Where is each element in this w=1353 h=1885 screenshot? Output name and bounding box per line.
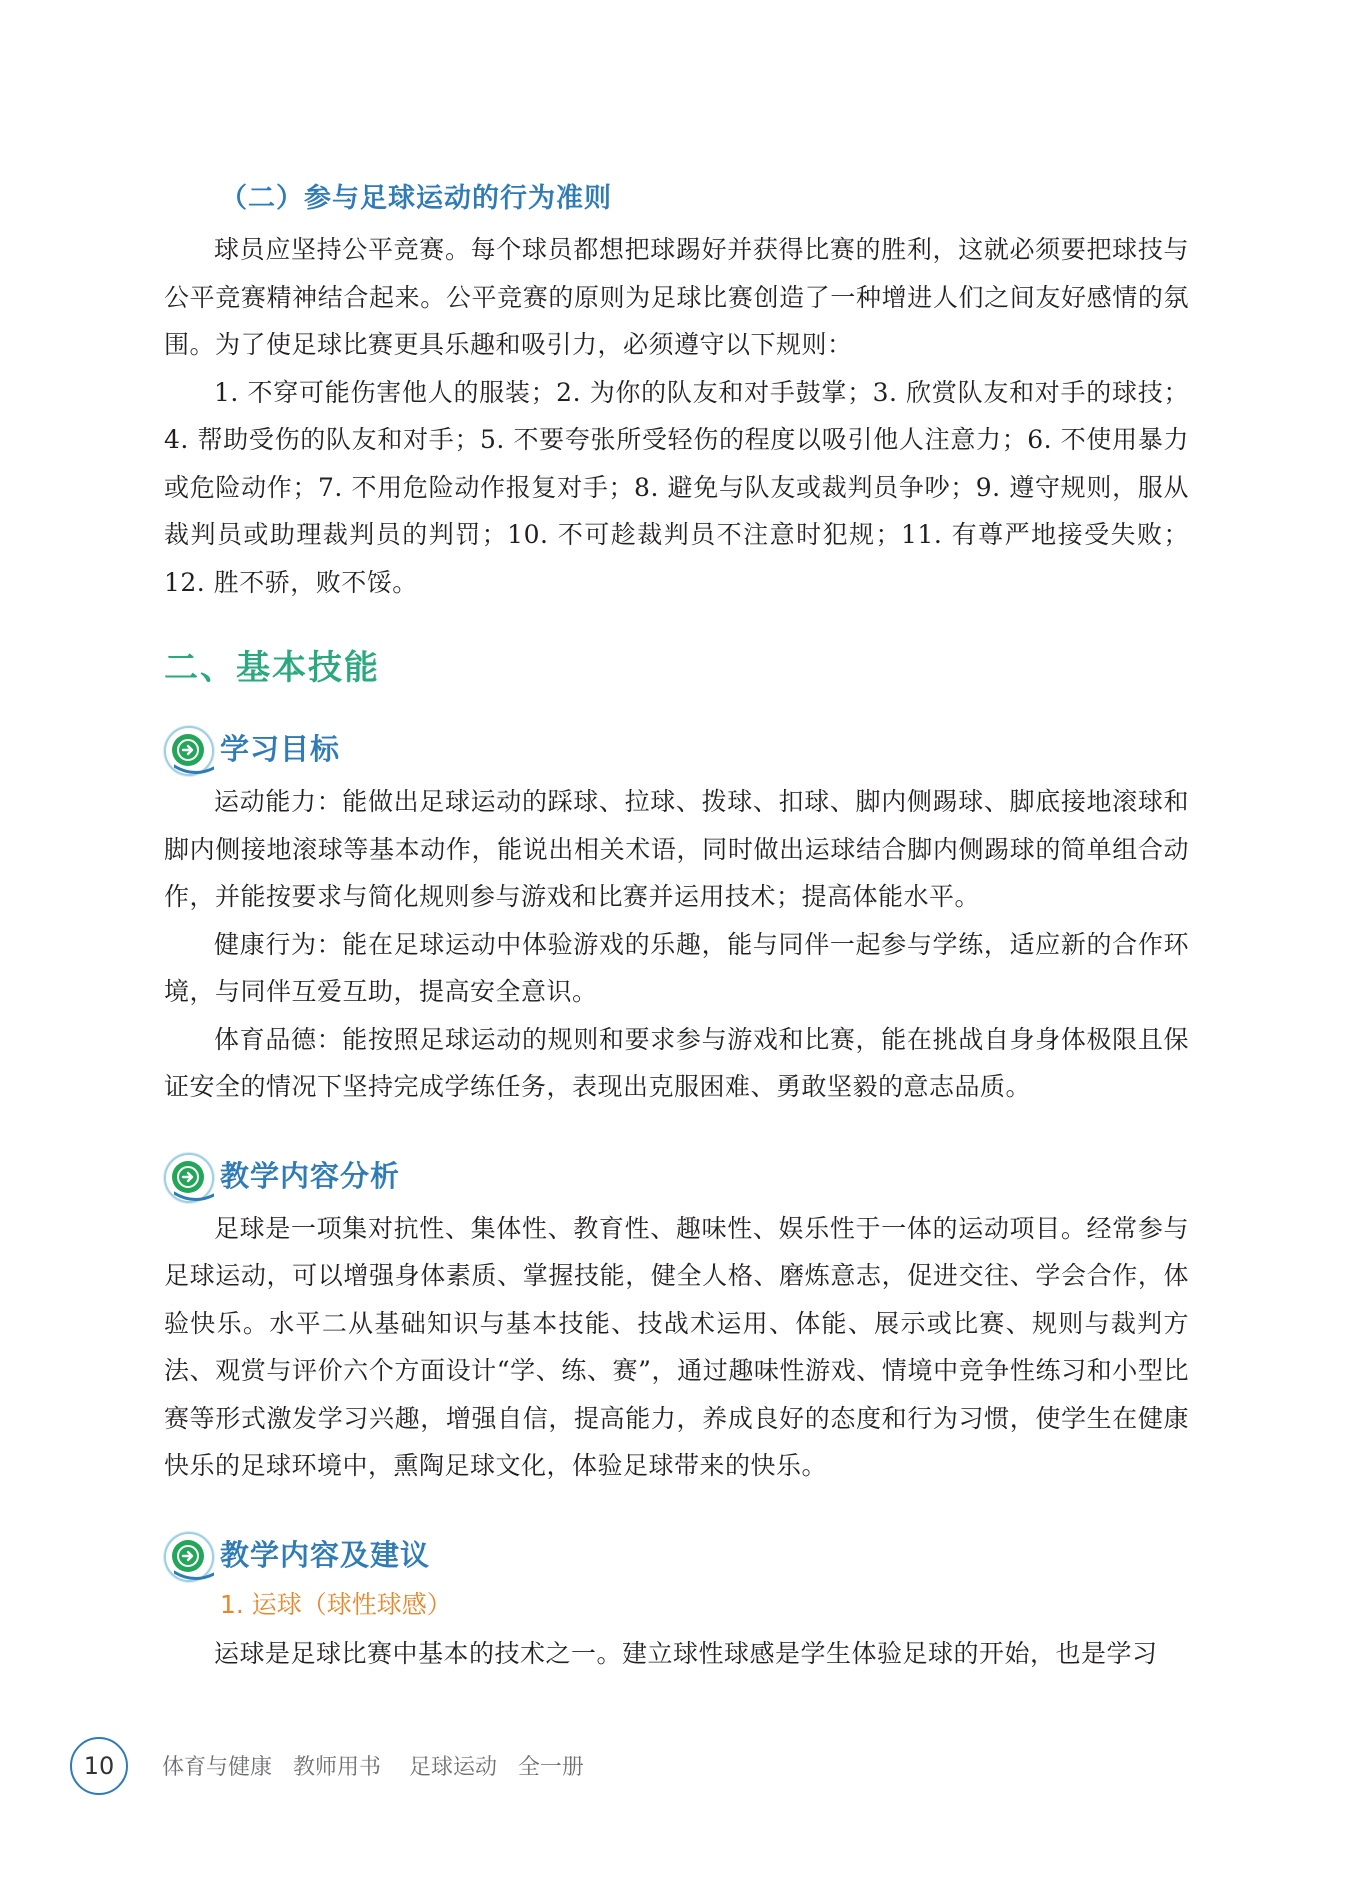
subsection-heading: （二）参与足球运动的行为准则 <box>220 183 612 214</box>
content-analysis-heading <box>164 1153 1189 1203</box>
paragraph: 足球是一项集对抗性、集体性、教育性、趣味性、娱乐性于一体的运动项目。经常参与足球运动，可以增强身体素质、掌握技能，健全人格、磨炼意志，促进交往、学会合作，体验快乐。水平二从基础知识与基本技能、技战术运用、体能、展示或比赛、规则与裁判方法、观赏与评价六个方面设计“学、练、赛”，通过趣味性游戏、情境中竞争性练习和小型比赛等形式激发学习兴趣，增强自信，提高能力，养成良好的态度和行为习惯，使学生在健康快乐的足球环境中，熏陶足球文化，体验足球带来的快乐。 <box>164 1213 1189 1480</box>
page-content <box>164 178 1189 1677</box>
paragraph: 体育品德：能按照足球运动的规则和要求参与游戏和比赛，能在挑战自身身体极限且保证安全的情况下坚持完成学练任务，表现出克服困难、勇敢坚毅的意志品质。 <box>164 1024 1189 1101</box>
page-footer <box>70 1737 770 1795</box>
book-title: 体育与健康 教师用书 足球运动 全一册 <box>162 1755 584 1780</box>
paragraph: 运球是足球比赛中基本的技术之一。建立球性球感是学生体验足球的开始，也是学习 <box>214 1638 1158 1668</box>
heading-label: 学习目标 <box>220 732 341 766</box>
section-title: 二、基本技能 <box>164 648 380 688</box>
paragraph: 运动能力：能做出足球运动的踩球、拉球、拨球、扣球、脚内侧踢球、脚底接地滚球和脚内侧接地滚球等基本动作，能说出相关术语，同时做出运球结合脚内侧踢球的简单组合动作，并能按要求与简化规则参与游戏和比赛并运用技术；提高体能水平。 <box>164 787 1189 911</box>
paragraph: 健康行为：能在足球运动中体验游戏的乐趣，能与同伴一起参与学练，适应新的合作环境，与同伴互爱互助，提高安全意识。 <box>164 929 1189 1006</box>
arrow-right-circle-icon <box>164 726 212 774</box>
arrow-right-circle-icon <box>164 1532 212 1580</box>
heading-label: 教学内容分析 <box>220 1158 401 1193</box>
item-heading: 1. 运球（球性球感） <box>220 1589 452 1619</box>
content-suggestions-heading <box>164 1532 1189 1582</box>
arrow-right-circle-icon <box>164 1153 212 1201</box>
heading-label: 教学内容及建议 <box>220 1537 431 1572</box>
paragraph: 1. 不穿可能伤害他人的服装；2. 为你的队友和对手鼓掌；3. 欣赏队友和对手的球技；4. 帮助受伤的队友和对手；5. 不要夸张所受轻伤的程度以吸引他人注意力；6. 不使用暴力或危险动作；7. 不用危险动作报复对手；8. 避免与队友或裁判员争吵；9. 遵守规则，服从裁判员或助理裁判员的判罚；10. 不可趁裁判员不注意时犯规；11. 有尊严地接受失败；12. 胜不骄，败不馁。 <box>164 377 1189 597</box>
learning-goals-heading <box>164 726 1189 776</box>
page-number: 10 <box>70 1737 128 1795</box>
paragraph: 球员应坚持公平竞赛。每个球员都想把球踢好并获得比赛的胜利，这就必须要把球技与公平竞赛精神结合起来。公平竞赛的原则为足球比赛创造了一种增进人们之间友好感情的氛围。为了使足球比赛更具乐趣和吸引力，必须遵守以下规则： <box>164 235 1189 359</box>
